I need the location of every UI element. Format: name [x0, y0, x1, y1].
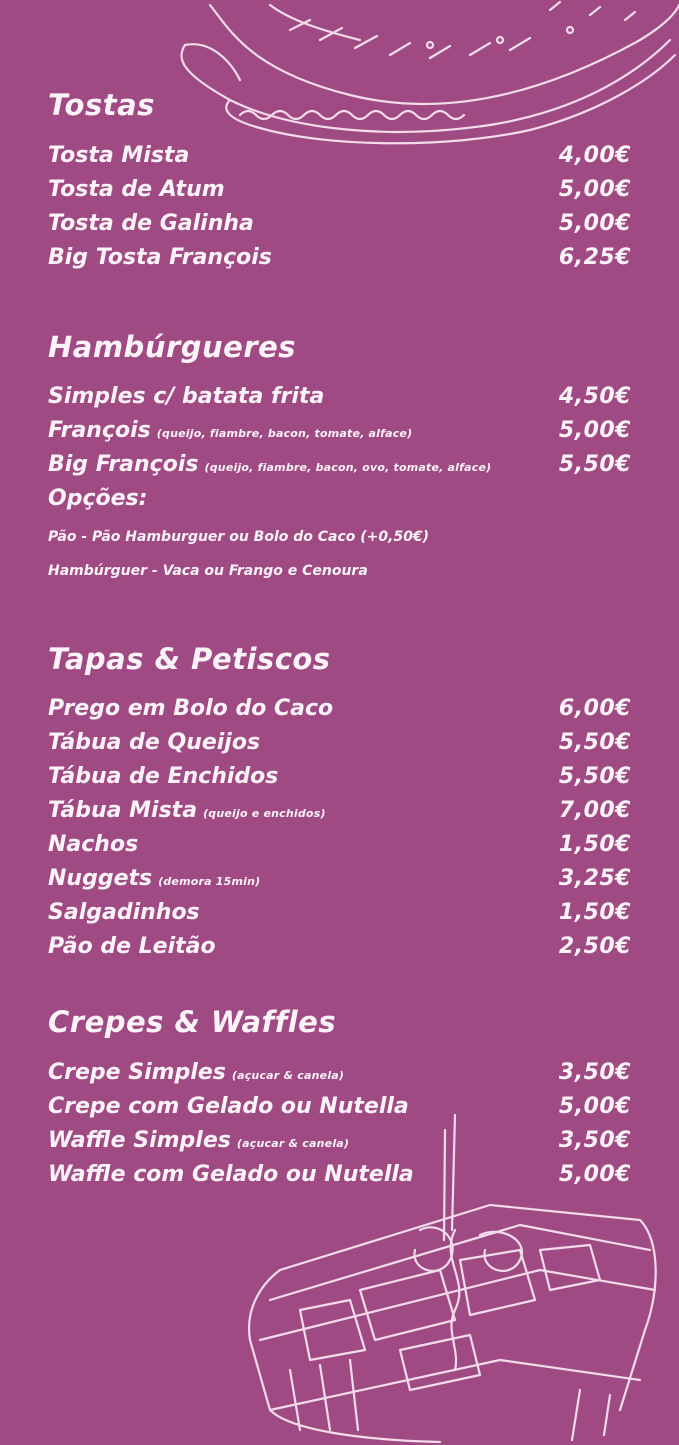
item-name: Salgadinhos — [48, 900, 200, 925]
item-name: Crepe com Gelado ou Nutella — [48, 1094, 409, 1119]
menu-item — [48, 934, 631, 964]
section-title-tostas: Tostas — [48, 88, 155, 122]
item-price: 6,00€ — [558, 696, 631, 721]
menu-item — [48, 418, 631, 448]
item-price: 5,50€ — [558, 764, 631, 789]
item-note: (queijo e enchidos) — [203, 807, 326, 820]
options-line: Hambúrguer - Vaca ou Frango e Cenoura — [48, 563, 368, 579]
section-title-crepes-waffles: Crepes & Waffles — [48, 1005, 337, 1039]
item-price: 5,00€ — [558, 177, 631, 202]
item-price: 3,25€ — [558, 866, 631, 891]
menu-item — [48, 696, 631, 726]
item-note: (demora 15min) — [158, 875, 261, 888]
item-name: Simples c/ batata frita — [48, 384, 325, 409]
menu-item — [48, 866, 631, 896]
item-note: (açucar & canela) — [236, 1137, 350, 1150]
item-name: Tosta Mista — [48, 143, 190, 168]
menu-item — [48, 211, 631, 241]
section-title-hamburgueres: Hambúrgueres — [48, 330, 297, 364]
menu-item — [48, 730, 631, 760]
menu-item — [48, 1060, 631, 1090]
item-price: 3,50€ — [558, 1060, 631, 1085]
item-price: 1,50€ — [558, 832, 631, 857]
item-name: Tábua de Enchidos — [48, 764, 279, 789]
menu-item — [48, 798, 631, 828]
item-price: 5,00€ — [558, 1162, 631, 1187]
item-name: Big François — [48, 452, 199, 477]
waffle-sketch — [240, 1110, 670, 1445]
item-price: 2,50€ — [558, 934, 631, 959]
item-price: 5,00€ — [558, 1094, 631, 1119]
item-name: Tosta de Galinha — [48, 211, 254, 236]
options-line: Pão - Pão Hamburguer ou Bolo do Caco (+0,50€) — [48, 529, 430, 545]
item-name: Nachos — [48, 832, 139, 857]
item-price: 1,50€ — [558, 900, 631, 925]
item-name: Waffle com Gelado ou Nutella — [48, 1162, 414, 1187]
item-name: Crepe Simples — [48, 1060, 226, 1085]
options-title: Opções: — [48, 486, 148, 511]
item-price: 7,00€ — [558, 798, 631, 823]
item-name: Waffle Simples — [48, 1128, 231, 1153]
menu-item — [48, 1128, 631, 1158]
item-name: Pão de Leitão — [48, 934, 216, 959]
menu-item — [48, 177, 631, 207]
item-price: 6,25€ — [558, 245, 631, 270]
item-name: Tábua de Queijos — [48, 730, 261, 755]
item-note: (açucar & canela) — [231, 1069, 345, 1082]
item-note: (queijo, fiambre, bacon, tomate, alface) — [156, 427, 413, 440]
item-name: Tábua Mista — [48, 798, 198, 823]
menu-item — [48, 1162, 631, 1192]
item-price: 5,50€ — [558, 452, 631, 477]
menu-item — [48, 1094, 631, 1124]
item-name: Prego em Bolo do Caco — [48, 696, 334, 721]
item-price: 3,50€ — [558, 1128, 631, 1153]
item-price: 5,00€ — [558, 418, 631, 443]
menu-item — [48, 452, 631, 482]
section-title-tapas-petiscos: Tapas & Petiscos — [48, 642, 331, 676]
sandwich-sketch — [170, 0, 679, 150]
menu-item — [48, 245, 631, 275]
item-price: 4,00€ — [558, 143, 631, 168]
menu-item — [48, 764, 631, 794]
item-name: Tosta de Atum — [48, 177, 225, 202]
item-name: François — [48, 418, 151, 443]
item-price: 5,50€ — [558, 730, 631, 755]
menu-item — [48, 143, 631, 173]
item-price: 5,00€ — [558, 211, 631, 236]
menu-item — [48, 832, 631, 862]
item-note: (queijo, fiambre, bacon, ovo, tomate, alface) — [204, 461, 492, 474]
menu-item — [48, 900, 631, 930]
menu-item — [48, 384, 631, 414]
item-name: Big Tosta François — [48, 245, 272, 270]
item-name: Nuggets — [48, 866, 153, 891]
item-price: 4,50€ — [558, 384, 631, 409]
